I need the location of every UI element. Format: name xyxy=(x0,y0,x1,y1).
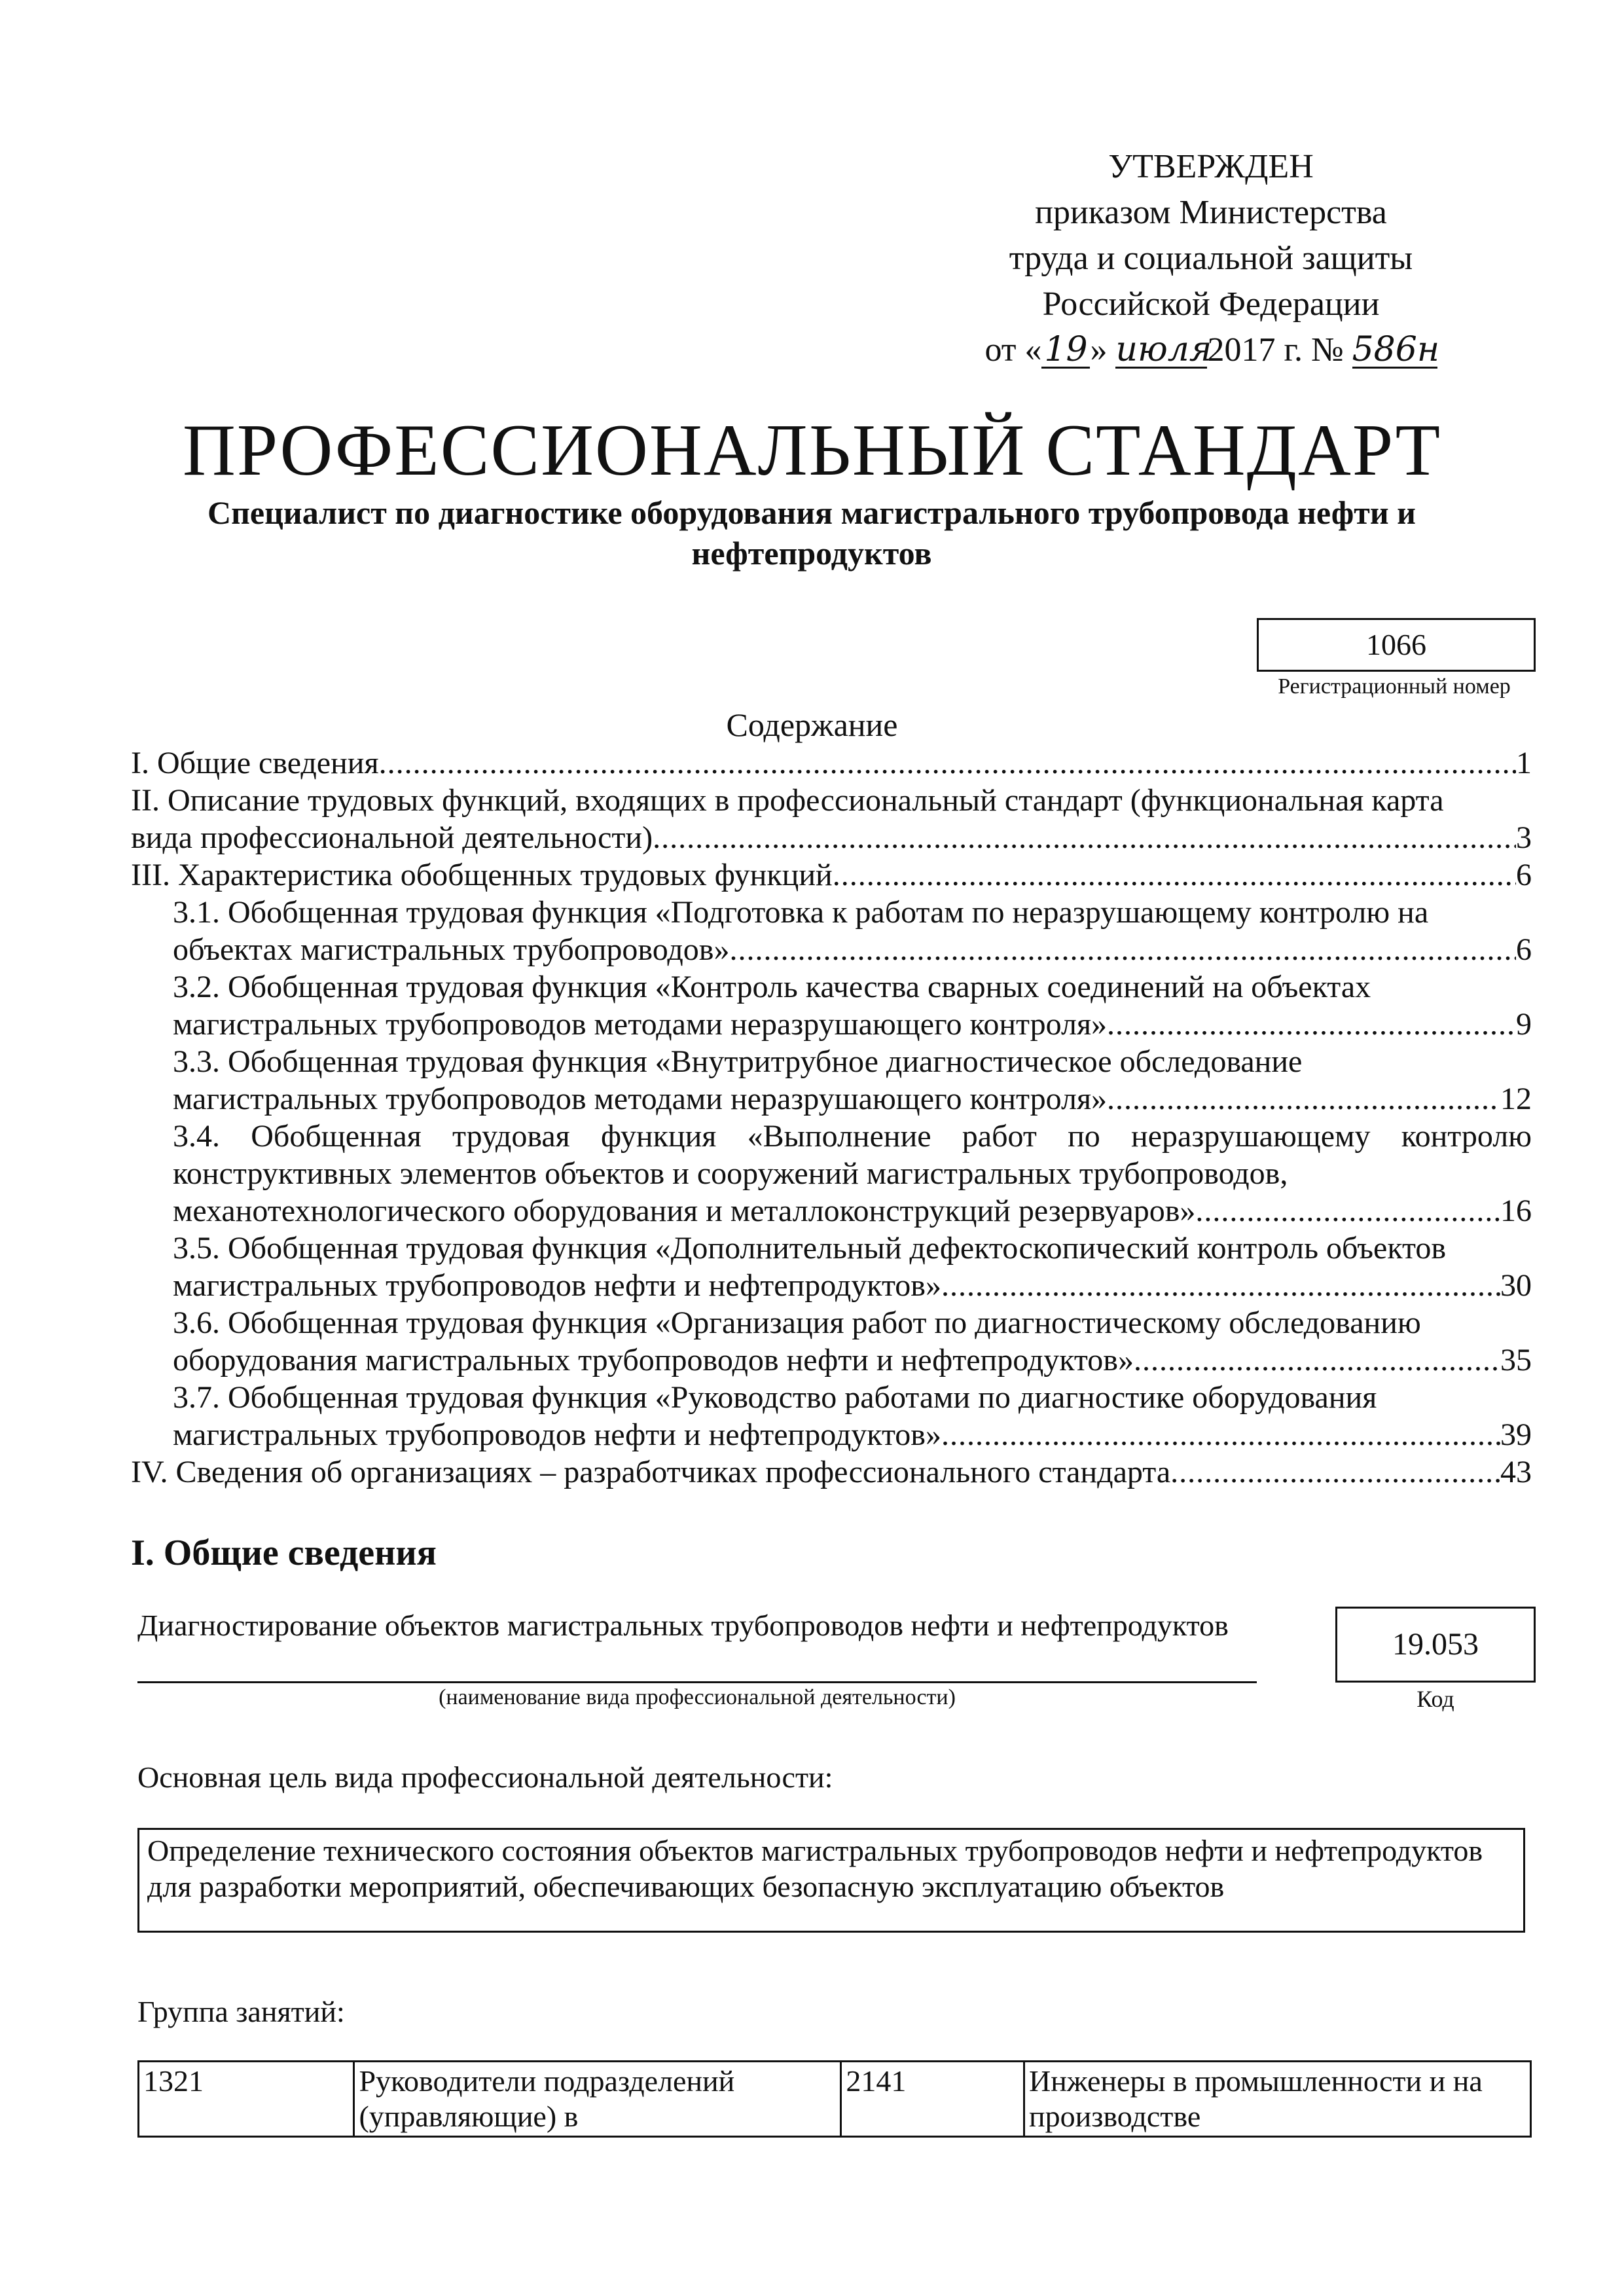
activity-caption: (наименование вида профессиональной деятельности) xyxy=(439,1685,956,1709)
toc-entry[interactable]: 3.3. Обобщенная трудовая функция «Внутритрубное диагностическое обследование магистральных трубопроводов методами неразрушающего контроля» ..... 12 xyxy=(131,1043,1532,1118)
group-name-cell: Руководители подразделений (управляющие) в xyxy=(354,2062,841,2137)
document-title: ПРОФЕССИОНАЛЬНЫЙ СТАНДАРТ xyxy=(183,410,1441,491)
group-name-cell: Инженеры в промышленности и на производстве xyxy=(1024,2062,1530,2137)
approval-line-1: приказом Министерства xyxy=(1035,194,1387,231)
toc-entry[interactable]: 3.5. Обобщенная трудовая функция «Дополнительный дефектоскопический контроль объектов магистральных трубопроводов нефти и нефтепродуктов» ..... 30 xyxy=(131,1230,1532,1304)
activity-underline xyxy=(137,1681,1257,1683)
section-heading: I. Общие сведения xyxy=(131,1533,437,1573)
activity-code-label: Код xyxy=(1416,1686,1454,1712)
approval-line-3: Российской Федерации xyxy=(1042,285,1380,323)
toc-entry[interactable]: 3.2. Обобщенная трудовая функция «Контроль качества сварных соединений на объектах магистральных трубопроводов методами неразрушающего контроля» ..... 9 xyxy=(131,968,1532,1043)
handwritten-order-number: 586н xyxy=(1352,330,1440,369)
date-mid: » xyxy=(1090,331,1108,369)
approval-block xyxy=(910,144,1512,373)
approval-line-2: труда и социальной защиты xyxy=(1009,240,1413,277)
group-code-cell: 1321 xyxy=(139,2062,354,2137)
table-row xyxy=(139,2062,1531,2137)
toc-entry[interactable]: 3.7. Обобщенная трудовая функция «Руководство работами по диагностике оборудования магистральных трубопроводов нефти и нефтепродуктов» ..... 39 xyxy=(131,1379,1532,1453)
toc-heading: Содержание xyxy=(726,706,898,743)
table-of-contents xyxy=(131,744,1532,1491)
goal-label: Основная цель вида профессиональной деятельности: xyxy=(137,1760,833,1794)
activity-name: Диагностирование объектов магистральных трубопроводов нефти и нефтепродуктов xyxy=(137,1609,1229,1642)
activity-code-box: 19.053 xyxy=(1335,1607,1536,1683)
toc-entry[interactable]: I. Общие сведения ..... 1 xyxy=(131,744,1532,782)
date-year: 2017 г. № xyxy=(1207,331,1344,369)
handwritten-day: 19 xyxy=(1041,333,1090,369)
group-label: Группа занятий: xyxy=(137,1995,345,2028)
approval-status: УТВЕРЖДЕН xyxy=(1108,148,1314,185)
occupation-group-table xyxy=(137,2060,1532,2138)
toc-entry[interactable]: II. Описание трудовых функций, входящих в профессиональный стандарт (функциональная карта вида профессиональной деятельности) ..... 3 xyxy=(131,782,1532,856)
date-prefix: от « xyxy=(984,331,1042,369)
toc-entry[interactable]: 3.6. Обобщенная трудовая функция «Организация работ по диагностическому обследованию оборудования магистральных трубопроводов нефти и нефтепродуктов» ..... 35 xyxy=(131,1304,1532,1379)
handwritten-month: июля xyxy=(1115,330,1212,369)
toc-entry[interactable]: III. Характеристика обобщенных трудовых функций ..... 6 xyxy=(131,856,1532,894)
document-subtitle: Специалист по диагностике оборудования магистрального трубопровода нефти и нефтепродуктов xyxy=(208,494,1416,572)
registration-number-box: 1066 xyxy=(1257,618,1536,672)
toc-entry[interactable]: 3.4. Обобщенная трудовая функция «Выполнение работ по неразрушающему контролю конструктивных элементов объектов и сооружений магистральных трубопроводов, механотехнологического оборудования и металлоконструкций резервуаров» ..... 16 xyxy=(131,1118,1532,1230)
goal-box: Определение технического состояния объектов магистральных трубопроводов нефти и нефтепродуктов для разработки мероприятий, обеспечивающих безопасную эксплуатацию объектов xyxy=(137,1828,1525,1933)
approval-date-line xyxy=(910,327,1512,373)
registration-number-label: Регистрационный номер xyxy=(1278,674,1511,699)
toc-entry[interactable]: 3.1. Обобщенная трудовая функция «Подготовка к работам по неразрушающему контролю на объектах магистральных трубопроводов» ..... 6 xyxy=(131,894,1532,968)
group-code-cell: 2141 xyxy=(841,2062,1024,2137)
toc-entry[interactable]: IV. Сведения об организациях – разработчиках профессионального стандарта ..... 43 xyxy=(131,1453,1532,1491)
